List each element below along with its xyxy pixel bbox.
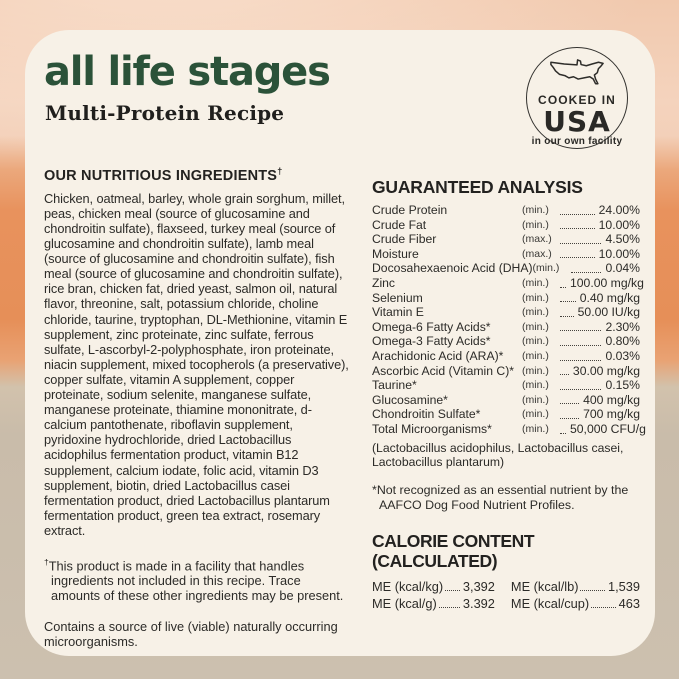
dotted-leader: [580, 590, 605, 591]
badge-line-cooked-in: COOKED IN: [538, 93, 616, 107]
analysis-row: [372, 349, 640, 364]
nutrient-name: Zinc: [372, 275, 396, 290]
dagger-marker: †: [44, 556, 49, 567]
microorganism-species-note: (Lactobacillus acidophilus, Lactobacillus casei, Lactobacillus plantarum): [372, 440, 624, 470]
nutrient-value: 0.03%: [605, 348, 640, 363]
calorie-value: 463: [618, 596, 640, 612]
qualifier: (min.): [522, 276, 549, 289]
qualifier: (min.): [522, 204, 549, 216]
aafco-footnote: *Not recognized as an essential nutrient by the AAFCO Dog Food Nutrient Profiles.: [372, 483, 629, 513]
nutrient-value: 10.00%: [598, 246, 640, 261]
guaranteed-analysis-table: [372, 203, 646, 437]
calorie-table: [372, 579, 640, 611]
analysis-row: [372, 334, 640, 349]
dotted-leader: [560, 214, 595, 215]
analysis-row: [372, 203, 640, 218]
calorie-label: ME (kcal/cup): [510, 596, 590, 612]
calorie-row: [511, 579, 640, 594]
calorie-content-heading: CALORIE CONTENT (CALCULATED): [372, 531, 535, 572]
analysis-row: [372, 305, 640, 320]
nutrient-value: 50,000 CFU/g: [570, 421, 646, 436]
nutrient-name: Arachidonic Acid (ARA)*: [372, 348, 504, 363]
dotted-leader: [591, 607, 616, 608]
qualifier: (min.): [522, 393, 549, 406]
dotted-leader: [560, 403, 579, 404]
nutrient-value: 30.00 mg/kg: [572, 363, 640, 378]
analysis-row: [372, 421, 646, 437]
ingredients-heading: [44, 162, 352, 185]
nutrient-name: Crude Protein: [372, 203, 448, 217]
qualifier: (max.): [522, 247, 552, 260]
qualifier: (min.): [522, 335, 549, 348]
label-header: [44, 50, 640, 149]
dotted-leader: [560, 243, 601, 244]
qualifier: (min.): [532, 262, 560, 275]
calorie-label: ME (kcal/lb): [510, 579, 579, 595]
title-block: [44, 50, 330, 125]
qualifier: (min.): [522, 349, 549, 362]
nutrient-name: Omega-3 Fatty Acids*: [372, 334, 491, 349]
dotted-leader: [439, 607, 460, 608]
nutrient-name: Chondroitin Sulfate*: [372, 407, 481, 422]
qualifier: (min.): [522, 379, 549, 392]
dagger-marker: †: [277, 166, 283, 176]
analysis-section: [372, 162, 646, 649]
dotted-leader: [560, 228, 595, 229]
usa-map-icon: [527, 57, 627, 93]
microorganisms-note: Contains a source of live (viable) naturally occurring microorganisms.: [44, 618, 338, 649]
nutrient-name: Crude Fiber: [372, 232, 437, 247]
nutrient-value: 400 mg/kg: [583, 392, 640, 407]
analysis-row: [372, 407, 640, 422]
analysis-row: [372, 364, 640, 379]
calorie-value: 1,539: [607, 579, 640, 595]
nutrient-name: Vitamin E: [372, 305, 424, 320]
nutrient-value: 700 mg/kg: [583, 407, 640, 422]
nutrient-value: 2.30%: [605, 319, 640, 334]
dotted-leader: [571, 272, 602, 273]
dotted-leader: [560, 316, 574, 317]
calorie-value: 3,392: [462, 579, 495, 595]
dotted-leader: [560, 433, 566, 434]
nutrient-name: Moisture: [372, 246, 419, 261]
dotted-leader: [560, 345, 601, 346]
dotted-leader: [560, 418, 579, 419]
dotted-leader: [560, 330, 601, 331]
qualifier: (min.): [522, 422, 549, 435]
calorie-row: [511, 596, 640, 611]
analysis-row: [372, 275, 644, 291]
nutrient-value: 0.04%: [605, 261, 640, 276]
nutrient-value: 24.00%: [598, 203, 640, 217]
analysis-row: [372, 291, 640, 306]
nutrient-name: Glucosamine*: [372, 392, 448, 407]
calorie-row: [372, 596, 495, 611]
dotted-leader: [560, 374, 569, 375]
facility-footnote-text: This product is made in a facility that handles ingredients not included in this recipe. Trace amounts of these other ingredients may be present.: [48, 558, 344, 604]
nutrient-value: 0.15%: [605, 378, 640, 393]
calorie-label: ME (kcal/kg): [372, 579, 444, 595]
badge-line-facility: in our own facility: [531, 136, 623, 147]
nutrient-name: Crude Fat: [372, 217, 427, 232]
ingredients-heading-text: OUR NUTRITIOUS INGREDIENTS: [44, 167, 278, 184]
qualifier: (min.): [522, 320, 549, 333]
analysis-row: [372, 261, 640, 276]
dotted-leader: [445, 590, 460, 591]
nutrient-name: Ascorbic Acid (Vitamin C)*: [372, 363, 515, 378]
label-columns: [44, 162, 646, 649]
facility-footnote: [44, 555, 352, 604]
qualifier: (min.): [522, 306, 549, 319]
page-title: all life stages: [44, 49, 330, 95]
nutrient-value: 10.00%: [598, 217, 640, 232]
analysis-row: [372, 320, 640, 335]
recipe-subtitle: Multi-Protein Recipe: [45, 101, 285, 125]
dotted-leader: [560, 389, 601, 390]
qualifier: (min.): [522, 218, 549, 231]
dotted-leader: [560, 257, 595, 258]
analysis-row: [372, 378, 640, 393]
qualifier: (min.): [522, 408, 549, 421]
nutrient-name: Omega-6 Fatty Acids*: [372, 319, 491, 334]
nutrient-value: 100.00 mg/kg: [570, 275, 644, 290]
calorie-value: 3.392: [462, 596, 495, 612]
analysis-row: [372, 393, 640, 408]
ingredients-list: Chicken, oatmeal, barley, whole grain sorghum, millet, peas, chicken meal (source of glucosamine and chondroitin sulfate), flaxseed, turkey meal (source of glucosamine and chondroitin sulfate), lamb meal (source of glucosamine and chondroitin sulfate), fish meal (source of glucosamine and chondroitin sulfate), rice bran, chicken fat, dried yeast, salmon oil, natural flavor, threonine, salt, potassium chloride, choline chloride, taurine, tryptophan, DL-Methionine, vitamin E supplement, zinc proteinate, zinc sulfate, ferrous sulfate, L-ascorbyl-2-polyphosphate, iron proteinate, niacin supplement, mixed tocopherols (a preservative), copper sulfate, vitamin A supplement, copper proteinate, sodium selenite, manganese sulfate, manganese proteinate, thiamine mononitrate, d-calcium pantothenate, riboflavin supplement, pyridoxine hydrochloride, dried Lactobacillus acidophilus fermentation product, vitamin B12 supplement, calcium iodate, folic acid, vitamin D3 supplement, biotin, dried Lactobacillus casei fermentation product, dried Lactobacillus plantarum fermentation product, green tea extract, rosemary extract.: [44, 190, 349, 538]
analysis-row: [372, 232, 640, 247]
calorie-label: ME (kcal/g): [372, 596, 437, 612]
dotted-leader: [560, 287, 566, 288]
badge-line-usa: USA: [543, 105, 611, 138]
nutrient-name: Selenium: [372, 290, 423, 305]
analysis-row: [372, 218, 640, 233]
nutrient-value: 0.80%: [605, 334, 640, 349]
guaranteed-analysis-heading: GUARANTEED ANALYSIS: [372, 177, 583, 197]
qualifier: (min.): [522, 291, 549, 304]
product-label-card: [25, 30, 655, 656]
cooked-in-usa-badge: [526, 47, 628, 149]
nutrient-value: 4.50%: [605, 232, 640, 247]
qualifier: (min.): [522, 364, 549, 377]
qualifier: (max.): [522, 233, 552, 246]
nutrient-value: 0.40 mg/kg: [579, 290, 640, 305]
ingredients-section: [44, 162, 352, 649]
dotted-leader: [560, 301, 576, 302]
nutrient-value: 50.00 IU/kg: [577, 305, 640, 320]
analysis-row: [372, 247, 640, 262]
nutrient-name: Total Microorganisms*: [372, 421, 492, 436]
nutrient-name: Docosahexaenoic Acid (DHA): [372, 261, 533, 276]
nutrient-name: Taurine*: [372, 378, 417, 393]
calorie-row: [372, 579, 495, 594]
dotted-leader: [560, 360, 601, 361]
